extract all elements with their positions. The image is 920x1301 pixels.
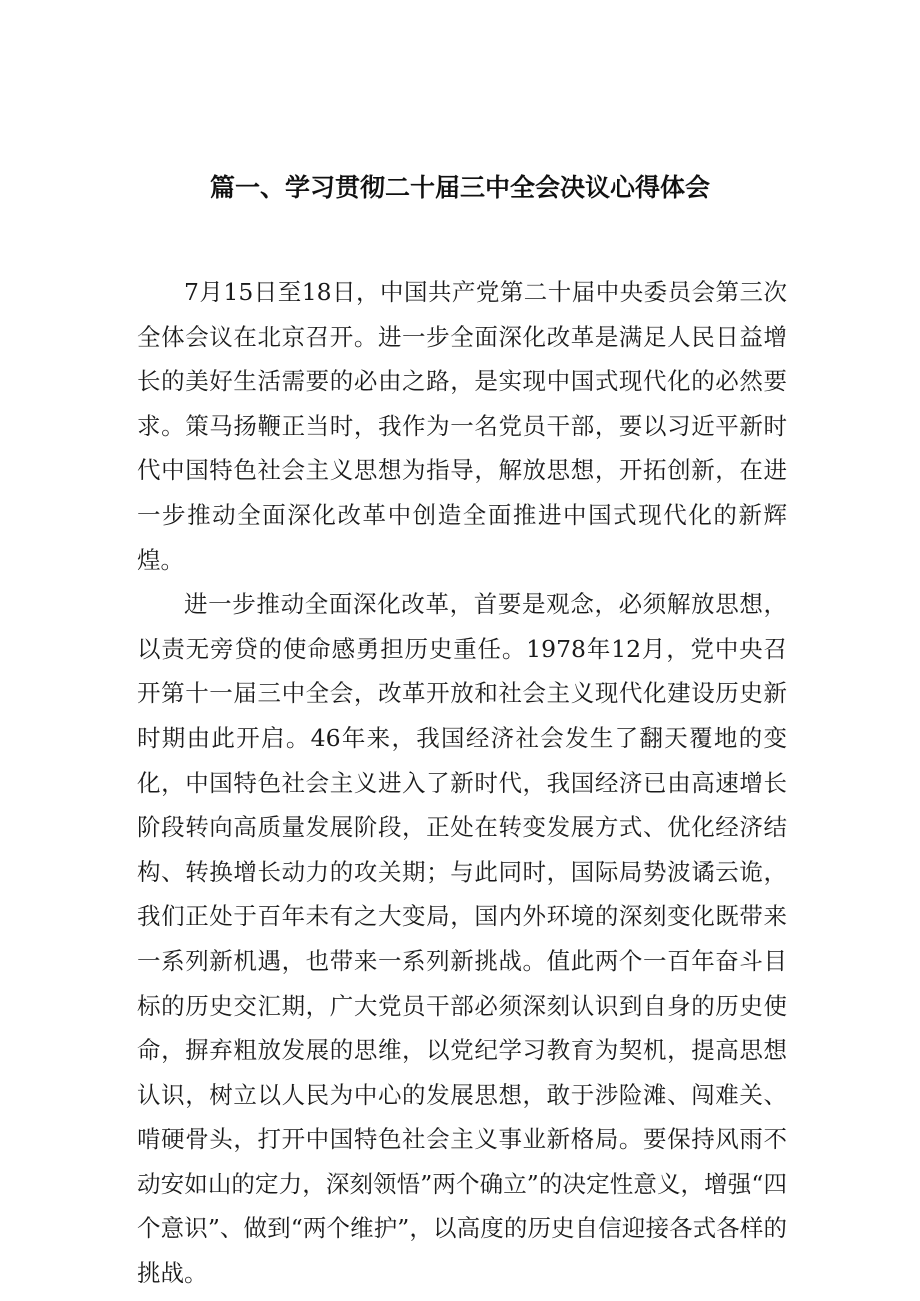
document-body bbox=[137, 270, 787, 1296]
paragraph-1: 7月15日至18日，中国共产党第二十届中央委员会第三次全体会议在北京召开。进一步全面深化改革是满足人民日益增长的美好生活需要的必由之路，是实现中国式现代化的必然要求。策马扬鞭正当时，我作为一名党员干部，要以习近平新时代中国特色社会主义思想为指导，解放思想，开拓创新，在进一步推动全面深化改革中创造全面推进中国式现代化的新辉煌。 bbox=[137, 278, 787, 574]
paragraph-2: 进一步推动全面深化改革，首要是观念，必须解放思想，以责无旁贷的使命感勇担历史重任。1978年12月，党中央召开第十一届三中全会，改革开放和社会主义现代化建设历史新时期由此开启。46年来，我国经济社会发生了翻天覆地的变化，中国特色社会主义进入了新时代，我国经济已由高速增长阶段转向高质量发展阶段，正处在转变发展方式、优化经济结构、转换增长动力的攻关期；与此同时，国际局势波谲云诡，我们正处于百年未有之大变局，国内外环境的深刻变化既带来一系列新机遇，也带来一系列新挑战。值此两个一百年奋斗目标的历史交汇期，广大党员干部必须深刻认识到自身的历史使命，摒弃粗放发展的思维，以党纪学习教育为契机，提高思想认识，树立以人民为中心的发展思想，敢于涉险滩、闯难关、啃硬骨头，打开中国特色社会主义事业新格局。要保持风雨不动安如山的定力，深刻领悟”两个确立”的决定性意义，增强“四个意识”、做到“两个维护”，以高度的历史自信迎接各式各样的挑战。 bbox=[137, 590, 787, 1288]
document-title: 篇一、学习贯彻二十届三中全会决议心得体会 bbox=[209, 173, 710, 202]
